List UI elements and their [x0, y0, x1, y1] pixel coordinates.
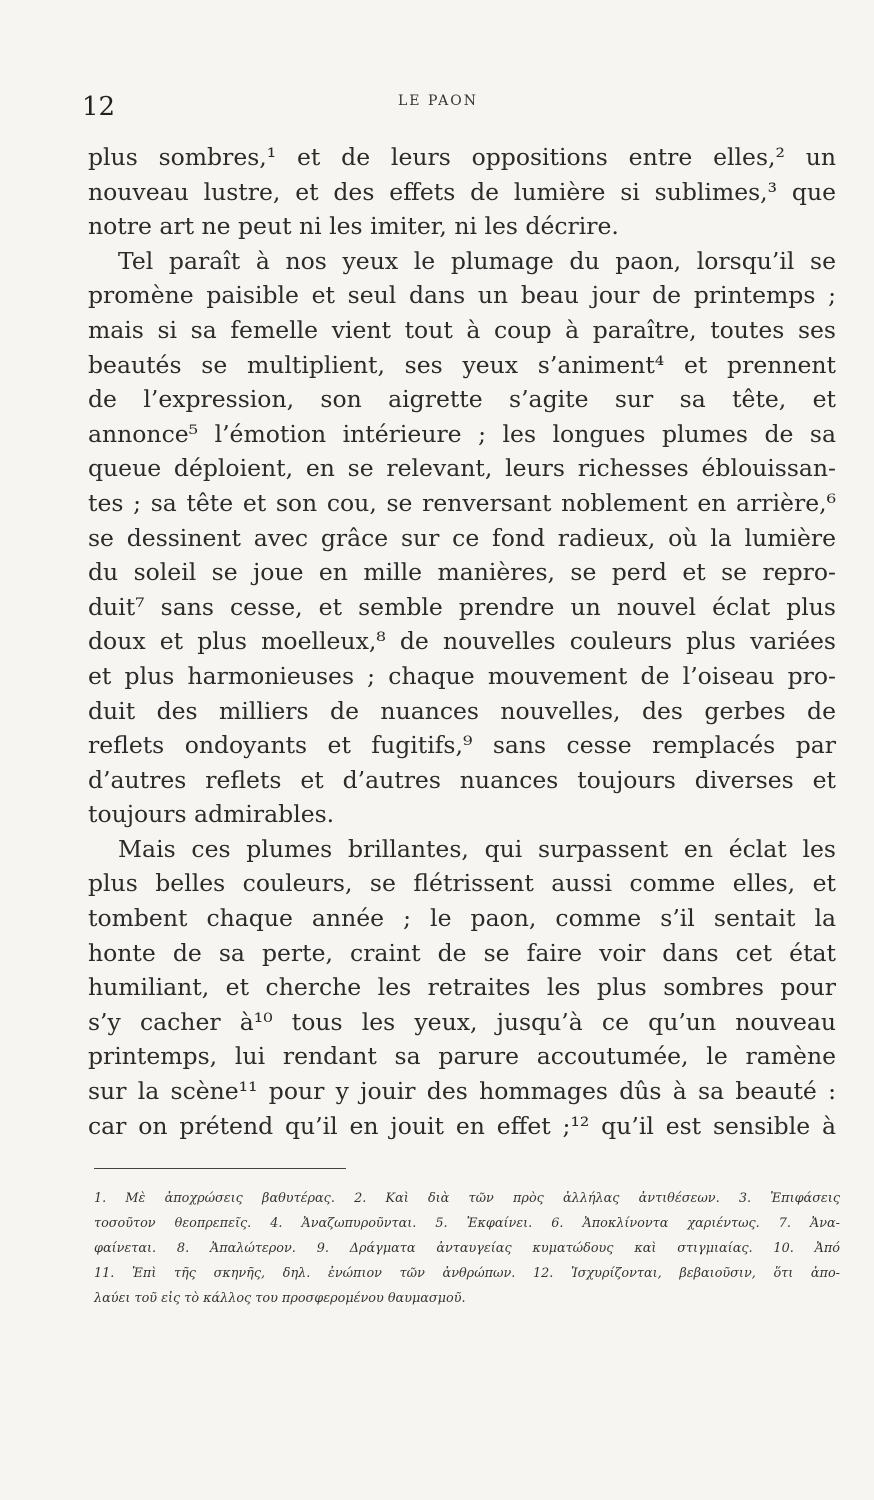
- footnotes: [94, 1186, 840, 1311]
- body-line: de l’expression, son aigrette s’agite sur sa tête, et: [88, 385, 836, 414]
- body-line: plus sombres,¹ et de leurs oppositions entre elles,² un: [88, 143, 836, 171]
- body-line: notre art ne peut ni les imiter, ni les décrire.: [88, 212, 619, 241]
- body-line: duit⁷ sans cesse, et semble prendre un nouvel éclat plus: [88, 592, 836, 621]
- body-line: promène paisible et seul dans un beau jour de printemps ;: [88, 281, 836, 310]
- body-line: queue déploient, en se relevant, leurs richesses éblouissan-: [88, 454, 836, 483]
- body-line: s’y cacher à¹⁰ tous les yeux, jusqu’à ce qu’un nouveau: [88, 1007, 836, 1036]
- body-line: humiliant, et cherche les retraites les plus sombres pour: [88, 973, 836, 1002]
- body-line: mais si sa femelle vient tout à coup à paraître, toutes ses: [88, 315, 836, 344]
- body-line: beautés se multiplient, ses yeux s’animent⁴ et prennent: [88, 350, 836, 379]
- body-line: car on prétend qu’il en jouit en effet ;¹² qu’il est sensible à: [88, 1111, 836, 1140]
- body-line: Mais ces plumes brillantes, qui surpassent en éclat les: [118, 834, 836, 863]
- body-line: sur la scène¹¹ pour y jouir des hommages dûs à sa beauté :: [88, 1077, 836, 1106]
- body-line: tes ; sa tête et son cou, se renversant noblement en arrière,⁶: [88, 488, 836, 517]
- running-head: LE PAON: [398, 93, 478, 109]
- body-line: printemps, lui rendant sa parure accoutumée, le ramène: [88, 1042, 836, 1071]
- body-line: se dessinent avec grâce sur ce fond radieux, où la lumière: [88, 523, 836, 552]
- footnote-line: λαύει τοῦ εἰς τὸ κάλλος του προσφερομένου θαυμασμοῦ.: [94, 1291, 466, 1306]
- body-line: du soleil se joue en mille manières, se perd et se repro-: [88, 558, 836, 587]
- body-line: reflets ondoyants et fugitifs,⁹ sans cesse remplacés par: [88, 731, 836, 760]
- body-line: d’autres reflets et d’autres nuances toujours diverses et: [88, 765, 836, 794]
- footnote-line: 1. Μὲ ἀποχρώσεις βαθυτέρας. 2. Καὶ διὰ τῶν πρὸς ἀλλήλας ἀντιθέσεων. 3. Ἐπιφάσεις: [94, 1191, 840, 1206]
- body-line: Tel paraît à nos yeux le plumage du paon, lorsqu’il se: [118, 246, 836, 275]
- footnote-divider: [94, 1168, 346, 1169]
- body-text: [88, 140, 836, 1143]
- body-line: et plus harmonieuses ; chaque mouvement de l’oiseau pro-: [88, 661, 836, 690]
- footnote-line: 11. Ἐπὶ τῆς σκηνῆς, δηλ. ἐνώπιον τῶν ἀνθρώπων. 12. Ἰσχυρίζονται, βεβαιοῦσιν, ὅτι ἀπο-: [94, 1266, 840, 1281]
- body-line: honte de sa perte, craint de se faire voir dans cet état: [88, 938, 836, 967]
- body-line: duit des milliers de nuances nouvelles, des gerbes de: [88, 696, 836, 725]
- body-line: annonce⁵ l’émotion intérieure ; les longues plumes de sa: [88, 419, 836, 448]
- body-line: plus belles couleurs, se flétrissent aussi comme elles, et: [88, 869, 836, 898]
- page-number: 12: [82, 92, 116, 122]
- body-line: tombent chaque année ; le paon, comme s’il sentait la: [88, 904, 836, 933]
- body-line: nouveau lustre, et des effets de lumière si sublimes,³ que: [88, 177, 836, 206]
- footnote-line: τοσοῦτον θεοπρεπεῖς. 4. Ἀναζωπυροῦνται. 5. Ἐκφαίνει. 6. Ἀποκλίνοντα χαριέντως. 7. Ἀνα-: [94, 1216, 840, 1231]
- footnote-line: φαίνεται. 8. Ἀπαλώτερον. 9. Δράγματα ἀνταυγείας κυματώδους καὶ στιγμιαίας. 10. Ἀπό: [94, 1241, 840, 1256]
- body-line: toujours admirables.: [88, 800, 335, 829]
- body-line: doux et plus moelleux,⁸ de nouvelles couleurs plus variées: [88, 627, 836, 656]
